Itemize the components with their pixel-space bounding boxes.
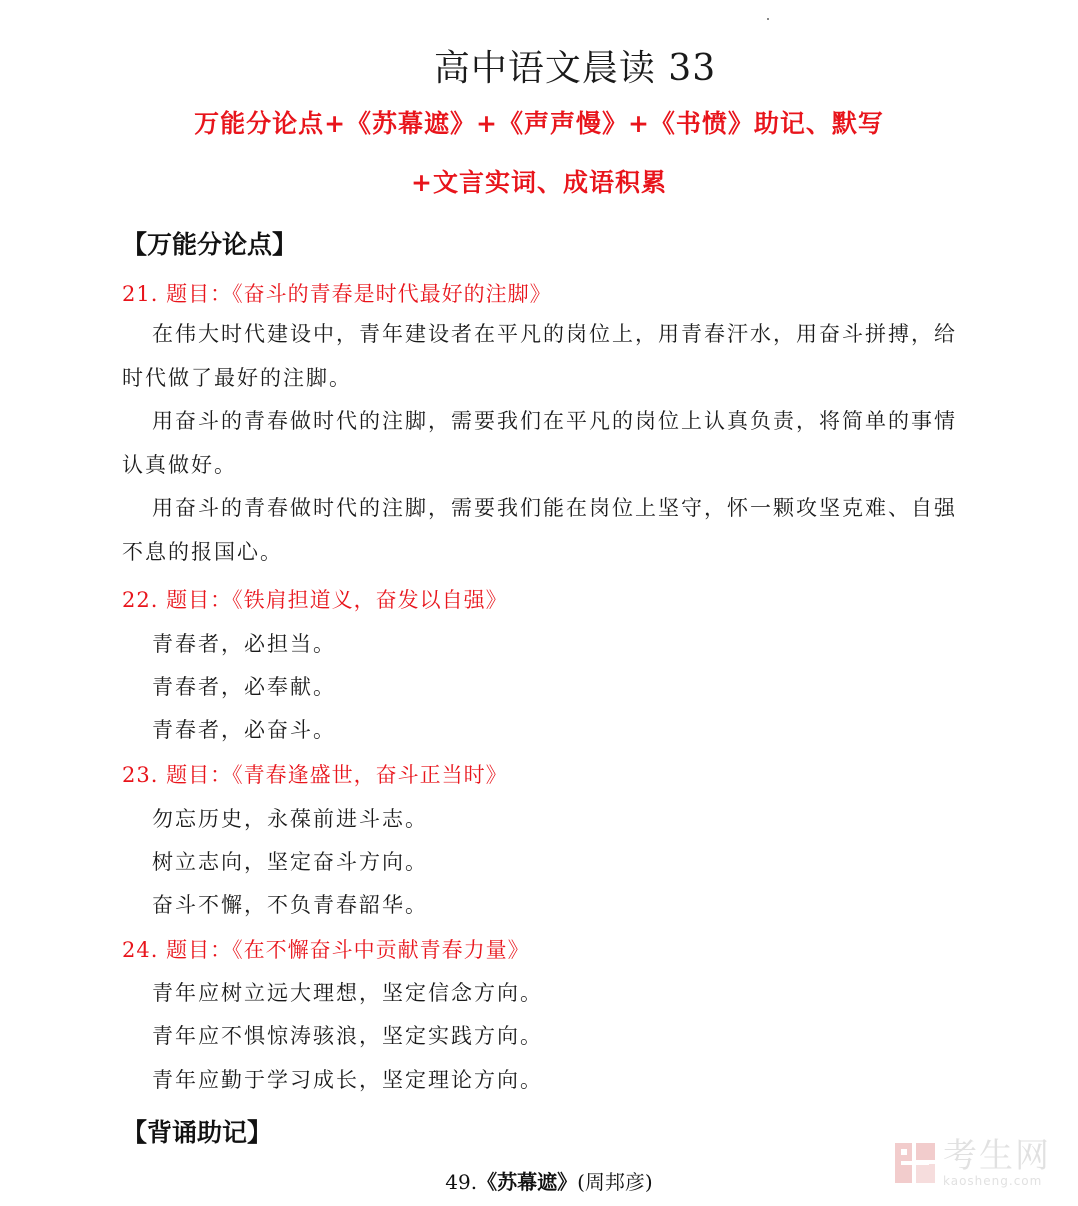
topic-22-line-2: 青春者，必奉献。 <box>152 675 336 699</box>
poem-title: 《苏幕遮》 <box>477 1170 578 1194</box>
topic-title-24: 24. 题目：《在不懈奋斗中贡献青春力量》 <box>122 938 530 962</box>
topic-23-line-1: 勿忘历史，永葆前进斗志。 <box>152 807 428 831</box>
topic-21-paragraph-2: 用奋斗的青春做时代的注脚，需要我们在平凡的岗位上认真负责，将简单的事情认真做好。 <box>122 409 957 477</box>
page-title: 高中语文晨读 33 <box>433 48 717 89</box>
topic-23-line-2: 树立志向，坚定奋斗方向。 <box>152 850 428 874</box>
topic-24-line-1: 青年应树立远大理想，坚定信念方向。 <box>152 981 543 1005</box>
poem-number: 49. <box>445 1170 478 1194</box>
topic-title-22: 22. 题目：《铁肩担道义，奋发以自强》 <box>122 588 508 612</box>
topic-22-line-1: 青春者，必担当。 <box>152 632 336 656</box>
topic-title-21: 21. 题目：《奋斗的青春是时代最好的注脚》 <box>122 282 552 306</box>
topic-23-line-3: 奋斗不懈，不负青春韶华。 <box>152 893 428 917</box>
watermark <box>893 1138 1058 1188</box>
scan-dot <box>767 18 769 20</box>
topic-22-line-3: 青春者，必奋斗。 <box>152 718 336 742</box>
watermark-en: kaosheng.com <box>943 1174 1043 1188</box>
topic-21-paragraph-3: 用奋斗的青春做时代的注脚，需要我们能在岗位上坚守，怀一颗攻坚克难、自强不息的报国心。 <box>122 496 957 564</box>
topic-24-line-3: 青年应勤于学习成长，坚定理论方向。 <box>152 1068 543 1092</box>
subtitle-line-2: +文言实词、成语积累 <box>411 168 667 197</box>
section-heading-arguments: 【万能分论点】 <box>122 230 298 259</box>
topic-24-line-2: 青年应不惧惊涛骇浪，坚定实践方向。 <box>152 1024 543 1048</box>
subtitle-line-1: 万能分论点+《苏幕遮》+《声声慢》+《书愤》助记、默写 <box>194 109 884 138</box>
section-heading-recite: 【背诵助记】 <box>122 1118 273 1147</box>
topic-21-paragraph-1: 在伟大时代建设中，青年建设者在平凡的岗位上，用青春汗水，用奋斗拼搏，给时代做了最好的注脚。 <box>122 322 957 390</box>
poem-author: (周邦彦) <box>577 1170 653 1194</box>
watermark-cn: 考生网 <box>943 1136 1051 1176</box>
kaosheng-logo-icon <box>893 1141 937 1185</box>
topic-title-23: 23. 题目：《青春逢盛世，奋斗正当时》 <box>122 763 508 787</box>
